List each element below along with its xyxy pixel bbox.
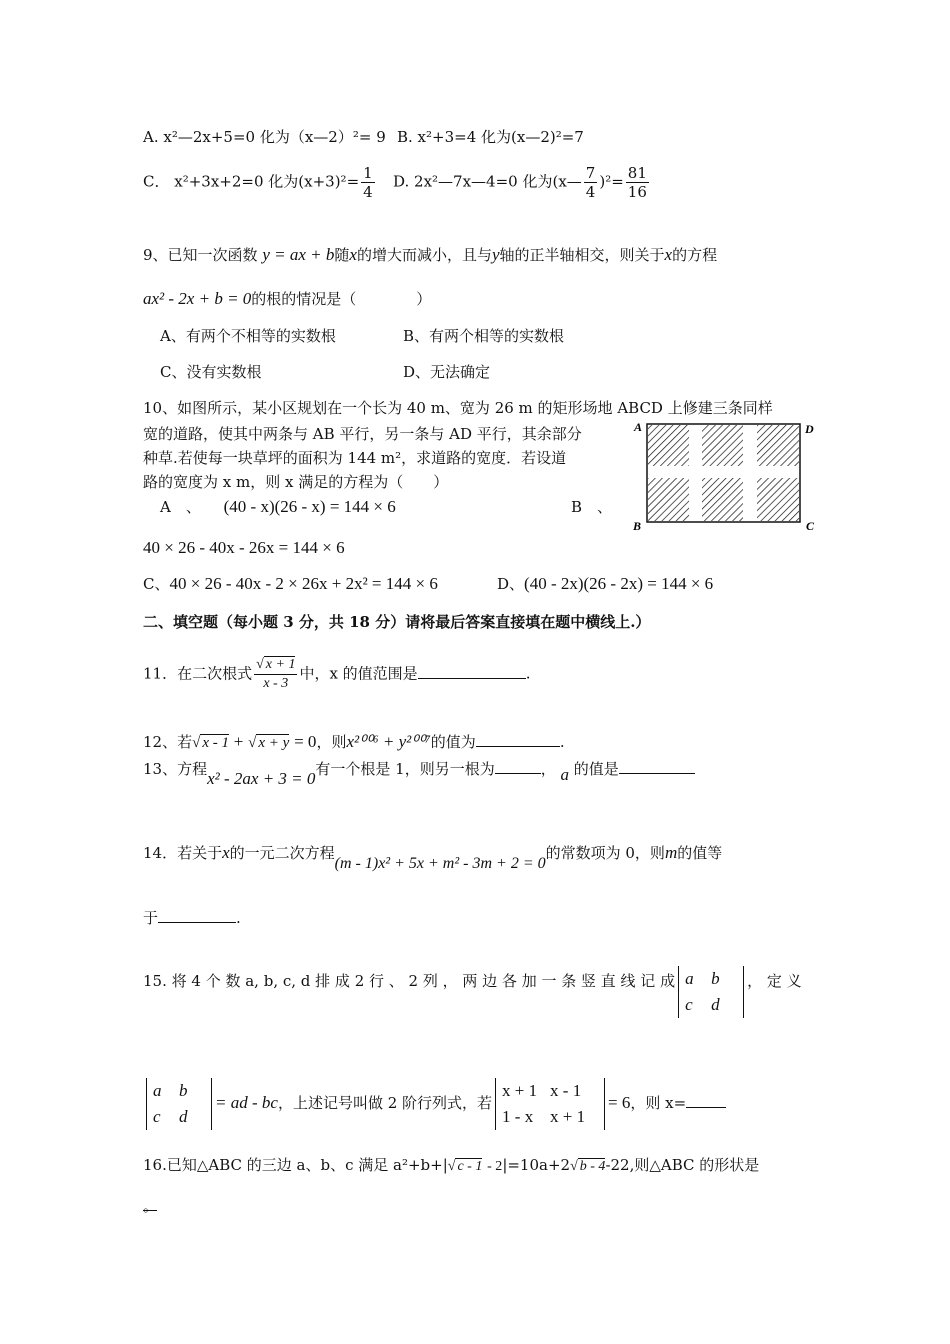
lawn-top-left [648, 425, 689, 466]
q16-line2-text: 。 [143, 1197, 159, 1215]
q14-mid1: 的一元二次方程 [229, 844, 335, 862]
q11-end: . [525, 664, 531, 683]
q10-option-d [497, 574, 713, 594]
q9-option-d: D、无法确定 [403, 363, 491, 381]
q15-equals-6: = 6 [608, 1093, 631, 1112]
q13-suffix: 的值是 [573, 760, 619, 778]
q12-answer-blank[interactable] [476, 732, 560, 747]
q12-radicand2: x + y [258, 735, 290, 751]
q15-line1 [143, 956, 802, 1014]
q9-text-d: 轴的正半轴相交，则关于 [499, 246, 665, 264]
q16-radical2: √ b - 4 [570, 1159, 606, 1174]
q16-answer-blank[interactable] [143, 1196, 159, 1215]
q9-line1 [143, 245, 717, 265]
q9-var-y: y [491, 245, 500, 264]
q11-fraction [254, 656, 297, 693]
q14-end: . [236, 909, 241, 927]
q8-option-c-text: C． x²+3x+2=0 化为(x+3)²= [143, 172, 360, 191]
q8-option-c-fraction [361, 164, 375, 201]
q14-line2-text: 于 [143, 909, 159, 927]
q13 [143, 759, 695, 788]
q15-determinant-def [678, 966, 744, 1018]
q15-line1-end: ， 定 义 [747, 972, 802, 990]
q8-option-b: B. x²+3=4 化为(x—2)²=7 [397, 128, 584, 146]
q12-radical2: √ x + y [248, 735, 290, 751]
q9-option-a: A、有两个不相等的实数根 [160, 327, 336, 345]
corner-label-a: A [634, 420, 643, 434]
det-b: b [711, 969, 720, 988]
q16-mid: |=10a+2 [502, 1156, 571, 1174]
q8-option-d-fraction1 [584, 164, 598, 201]
q12-equals: = 0 [294, 732, 317, 751]
q10-option-a [160, 497, 396, 517]
q12-plus: + [233, 732, 244, 751]
lawn-bottom-left [648, 478, 689, 521]
q14-equation: (m - 1)x² + 5x + m² - 3m + 2 = 0 [334, 855, 546, 872]
q11-numerator: √ x + 1 [254, 656, 297, 675]
q11-answer-blank[interactable] [418, 664, 526, 679]
q13-comma: ， [540, 760, 556, 778]
q10-option-c-equation: 40 × 26 - 40x - 2 × 26x + 2x² = 144 × 6 [169, 574, 438, 593]
q14-line1 [143, 843, 723, 872]
q16-suffix: -22,则△ABC 的形状是 [605, 1156, 760, 1174]
det-c: c [685, 995, 693, 1014]
q15-line2-end: ，则 x= [630, 1094, 687, 1112]
q9-line2 [143, 289, 431, 309]
det2-b: b [179, 1081, 188, 1100]
q9-equation: ax² - 2x + b = 0 [143, 289, 252, 308]
lawn-bottom-right [757, 478, 799, 521]
q12-end: . [559, 733, 565, 751]
q15-line2 [143, 1078, 726, 1130]
q8-option-d-mid: )²= [599, 172, 624, 191]
lawn-top-middle [702, 425, 743, 466]
q16-radicand1: c - 1 [457, 1159, 483, 1174]
q9-text-a: 9、已知一次函数 [143, 246, 258, 264]
det2-d: d [179, 1107, 188, 1126]
q8-option-d [393, 164, 651, 201]
q13-mid: 有一个根是 1，则另一根为 [315, 760, 495, 778]
det3-22: x + 1 [550, 1107, 586, 1126]
q15-line2-mid: ，上述记号叫做 2 阶行列式，若 [277, 1094, 493, 1112]
q8-option-d-fraction2 [626, 164, 649, 201]
q14-suffix: 的值等 [677, 844, 723, 862]
q10-option-c [143, 574, 438, 594]
q9-text-b: 随 [334, 246, 350, 264]
q14-answer-blank[interactable] [158, 908, 236, 923]
det2-c: c [153, 1107, 161, 1126]
q8-option-c-den: 4 [363, 183, 373, 201]
q16-line1 [143, 1155, 759, 1177]
q10-option-a-equation: (40 - x)(26 - x) = 144 × 6 [223, 497, 396, 516]
q13-root-blank[interactable] [495, 759, 541, 774]
q10-option-a-label: A 、 [160, 498, 201, 516]
q12-mid: ，则 [316, 733, 347, 751]
section2-heading: 二、填空题（每小题 3 分，共 18 分）请将最后答案直接填在题中横线上.） [143, 613, 651, 631]
q15-line1-text: 15. 将 4 个 数 a, b, c, d 排 成 2 行 、 2 列 ， 两 边 各 加 一 条 竖 直 线 记 成 [143, 972, 676, 990]
q9-text-c: 的增大而减小，且与 [356, 246, 492, 264]
q15-definition: = ad - bc [215, 1093, 278, 1112]
q10-option-d-label: D、 [497, 575, 525, 593]
q10-option-b-equation [143, 538, 345, 558]
q12-radical1: √ x - 1 [192, 735, 229, 751]
det-a: a [685, 969, 694, 988]
q15-determinant-equation [495, 1078, 605, 1130]
q9-var-x1: x [349, 245, 357, 264]
q8-option-d-num: 7 [585, 164, 596, 182]
q10-line4: 路的宽度为 x m，则 x 满足的方程为（ ） [143, 473, 449, 491]
det3-11: x + 1 [502, 1081, 538, 1100]
q16-radical1: √ c - 1 [447, 1159, 483, 1174]
q9-var-x2: x [664, 245, 673, 264]
q16-minus: - 2 [487, 1159, 503, 1174]
q9-function: y = ax + b [262, 245, 335, 264]
q9-option-b: B、有两个相等的实数根 [403, 327, 565, 345]
q11-suffix: 中，x 的值范围是 [299, 664, 418, 683]
q16-radicand2: b - 4 [579, 1159, 606, 1174]
q10-line1: 10、如图所示，某小区规划在一个长为 40 m、宽为 26 m 的矩形场地 ABCD 上修建三条同样 [143, 399, 773, 417]
corner-label-b: B [633, 519, 642, 533]
q14-var-x: x [222, 843, 230, 862]
q14-var-m: m [664, 843, 678, 862]
q8-option-d-num2: 81 [627, 164, 647, 182]
q9-text-e: 的方程 [672, 246, 718, 264]
q8-option-d-den: 4 [585, 183, 596, 201]
q10-option-d-equation: (40 - 2x)(26 - 2x) = 144 × 6 [524, 574, 714, 593]
q15-determinant-lhs [146, 1078, 212, 1130]
q11-radicand: x + 1 [265, 657, 296, 672]
q12 [143, 732, 565, 753]
q15-answer-blank[interactable] [686, 1093, 726, 1108]
q14-prefix: 14．若关于 [143, 844, 223, 862]
q9-line2-text: 的根的情况是（ ） [251, 290, 432, 308]
det3-12: x - 1 [550, 1081, 582, 1100]
corner-label-d: D [805, 422, 814, 436]
q10-option-c-label: C、 [143, 575, 170, 593]
corner-label-c: C [806, 519, 815, 533]
det-d: d [711, 995, 720, 1014]
q16-line2 [143, 1196, 157, 1216]
q14-mid2: 的常数项为 0，则 [545, 844, 665, 862]
q8-option-d-den2: 16 [627, 183, 647, 201]
det3-21: 1 - x [502, 1107, 534, 1126]
q10-option-b-label: B 、 [571, 498, 613, 516]
q10-line3: 种草.若使每一块草坪的面积为 144 m²，求道路的宽度．若设道 [143, 449, 567, 467]
q12-expression: x²⁰⁰⁶ + y²⁰⁰⁷ [346, 732, 431, 751]
q9-option-c: C、没有实数根 [160, 363, 262, 381]
det2-a: a [153, 1081, 162, 1100]
lawn-bottom-middle [702, 478, 743, 521]
q8-option-d-text: D. 2x²—7x—4=0 化为(x— [393, 172, 582, 191]
q12-suffix: 的值为 [430, 733, 476, 751]
q10-line2: 宽的道路，使其中两条与 AB 平行，另一条与 AD 平行，其余部分 [143, 425, 582, 443]
lawn-top-right [757, 425, 799, 466]
q10-option-b-eq-text: 40 × 26 - 40x - 26x = 144 × 6 [143, 538, 345, 557]
q13-a-blank[interactable] [619, 759, 695, 774]
q11-denominator: x - 3 [263, 676, 289, 691]
q13-var-a: a [560, 765, 570, 784]
q13-equation: x² - 2ax + 3 = 0 [207, 769, 316, 788]
q10-field-figure [630, 418, 820, 533]
q11 [143, 656, 530, 693]
q12-prefix: 12、若 [143, 733, 193, 751]
q12-radicand1: x - 1 [202, 735, 229, 751]
q14-line2 [143, 908, 241, 928]
q8-option-c [143, 164, 377, 201]
q8-option-c-num: 1 [363, 164, 373, 182]
q11-prefix: 11．在二次根式 [143, 664, 253, 683]
q13-prefix: 13、方程 [143, 760, 208, 778]
q8-option-a: A. x²—2x+5=0 化为（x—2）²= 9 [143, 128, 386, 146]
q16-prefix: 16.已知△ABC 的三边 a、b、c 满足 a²+b+| [143, 1156, 448, 1174]
